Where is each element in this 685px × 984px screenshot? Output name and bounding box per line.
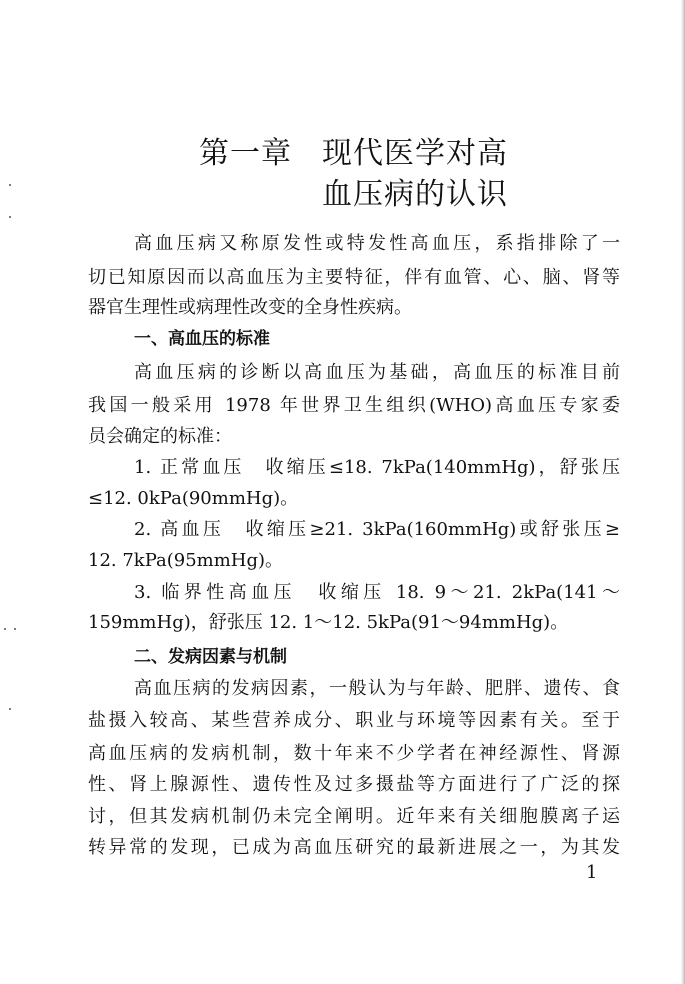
scan-speck <box>14 628 16 630</box>
scan-speck <box>4 628 6 630</box>
page-edge-shadow <box>681 0 685 984</box>
paragraph-line: 切已知原因而以高血压为主要特征，伴有血管、心、脑、肾等 <box>88 267 620 288</box>
paragraph-line: 我国一般采用 1978 年世界卫生组织(WHO)高血压专家委 <box>88 395 620 416</box>
paragraph-line: 性、肾上腺源性、遗传性及过多摄盐等方面进行了广泛的探 <box>88 774 620 795</box>
chapter-title-text: 现代医学对高 <box>322 136 508 171</box>
list-item-line: 159mmHg)，舒张压 12. 1～12. 5kPa(91～94mmHg)。 <box>88 612 569 633</box>
list-item-line: 3. 临界性高血压 收缩压 18. 9～21. 2kPa(141～ <box>134 582 620 603</box>
list-item-line: 12. 7kPa(95mmHg)。 <box>88 550 284 571</box>
paragraph-line: 器官生理性或病理性改变的全身性疾病。 <box>88 297 412 318</box>
section-heading: 二、发病因素与机制 <box>134 647 287 667</box>
list-item-line: 1. 正常血压 收缩压≤18. 7kPa(140mmHg)，舒张压 <box>134 457 620 478</box>
scan-speck <box>9 216 11 218</box>
section-heading: 一、高血压的标准 <box>134 329 270 349</box>
scan-speck <box>9 184 11 186</box>
paragraph-line: 高血压病又称原发性或特发性高血压，系指排除了一 <box>134 233 620 254</box>
paragraph-line: 高血压病的发病因素，一般认为与年龄、肥胖、遗传、食 <box>134 678 620 699</box>
chapter-title-line-2: 血压病的认识 <box>322 177 508 212</box>
paragraph-line: 盐摄入较高、某些营养成分、职业与环境等因素有关。至于 <box>88 710 620 731</box>
paragraph-line: 讨，但其发病机制仍未完全阐明。近年来有关细胞膜离子运 <box>88 806 620 827</box>
chapter-number: 第一章 <box>199 136 292 171</box>
scan-speck <box>9 708 11 710</box>
chapter-title-line-1 <box>199 128 508 172</box>
paragraph-line: 转异常的发现，已成为高血压研究的最新进展之一，为其发 <box>88 837 620 858</box>
list-item-line: ≤12. 0kPa(90mmHg)。 <box>88 488 299 509</box>
page-number: 1 <box>586 862 598 883</box>
list-item-line: 2. 高血压 收缩压≥21. 3kPa(160mmHg)或舒张压≥ <box>134 519 620 540</box>
paragraph-line: 员会确定的标准： <box>88 426 232 447</box>
paragraph-line: 高血压病的诊断以高血压为基础，高血压的标准目前 <box>134 362 620 383</box>
paragraph-line: 高血压病的发病机制，数十年来不少学者在神经源性、肾源 <box>88 743 620 764</box>
